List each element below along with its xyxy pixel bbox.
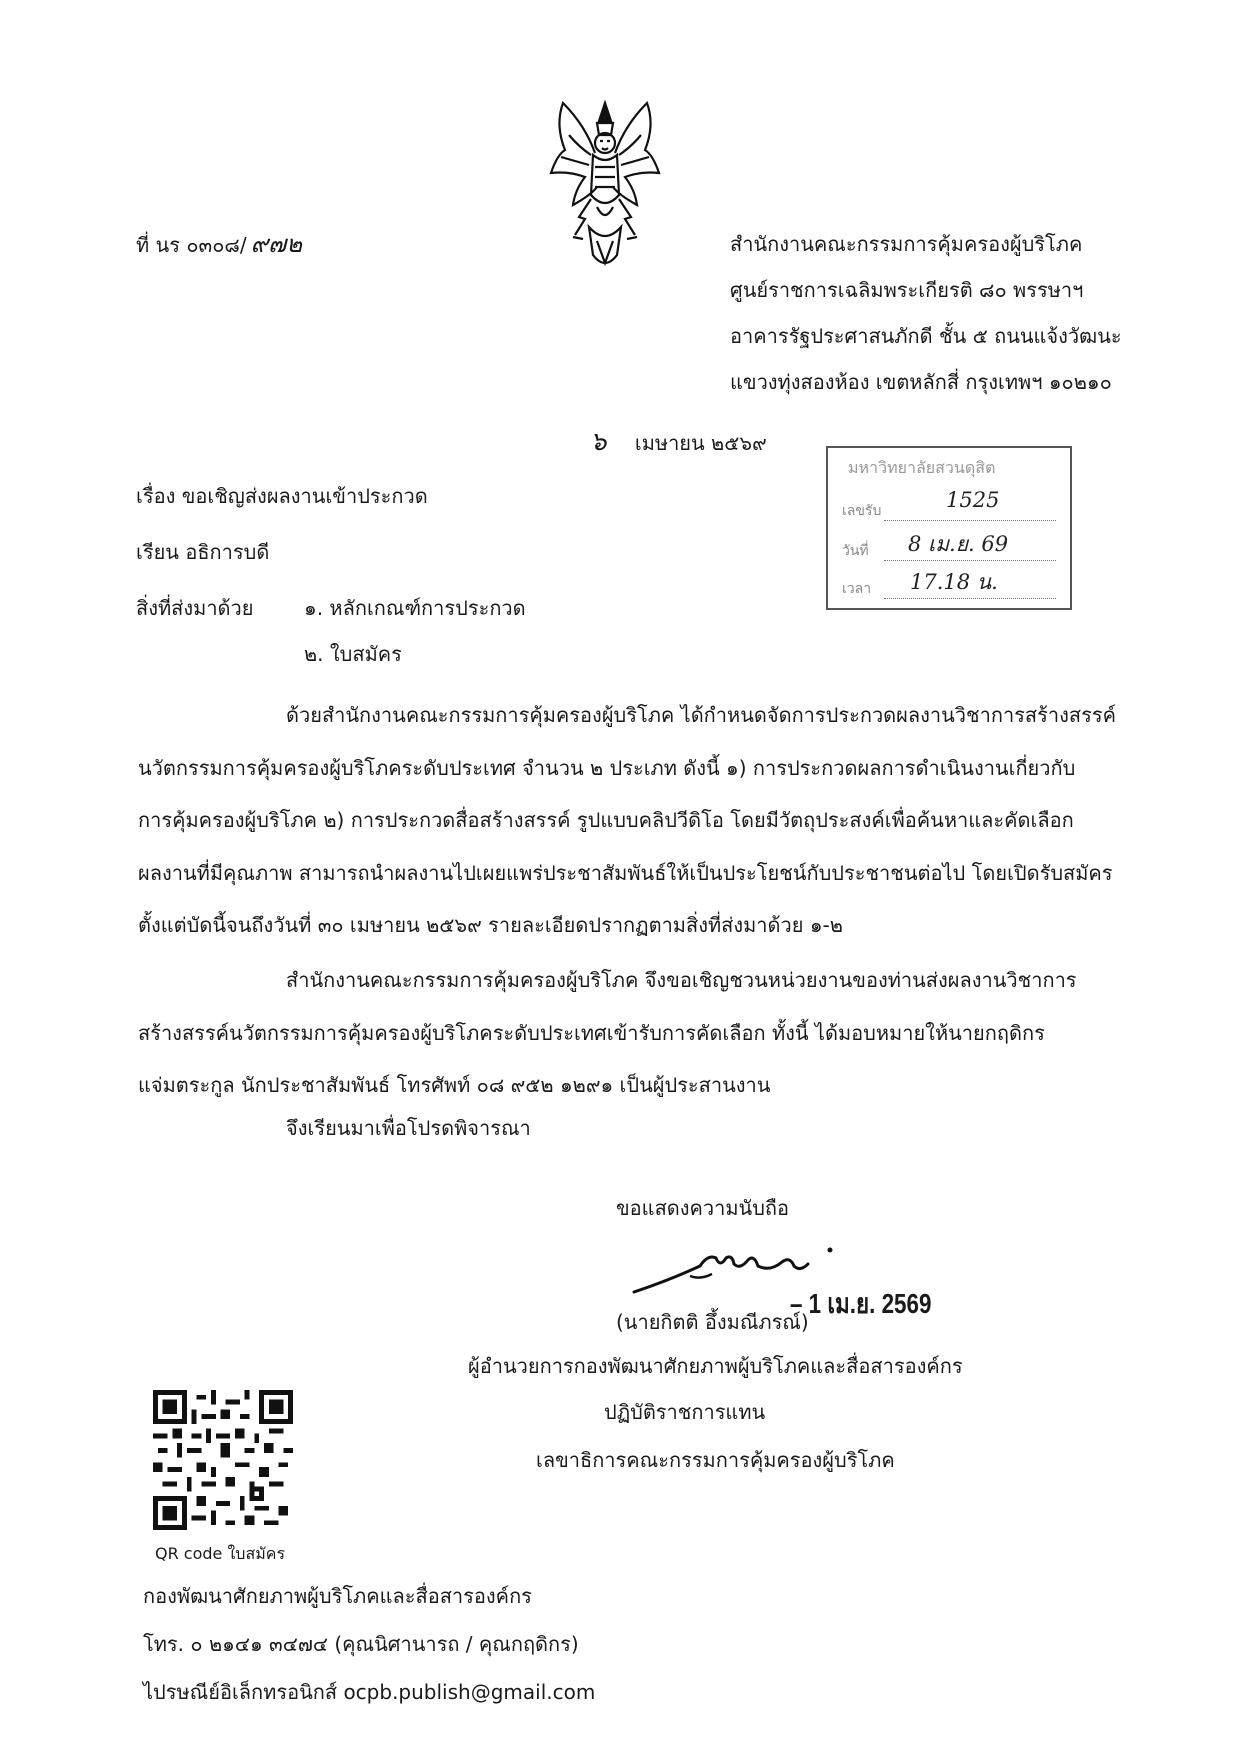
closing-request: จึงเรียนมาเพื่อโปรดพิจารณา xyxy=(286,1116,531,1140)
reference-number: ๙๗๒ xyxy=(250,230,303,258)
signed-date-stamp: – 1 เม.ย. 2569 xyxy=(790,1288,932,1319)
body-line: ผลงานที่มีคุณภาพ สามารถนำผลงานไปเผยแพร่ประชาสัมพันธ์ให้เป็นประโยชน์กับประชาชนต่อไป โดยเปิดรับสมัคร xyxy=(138,860,1113,885)
qr-code-icon[interactable] xyxy=(153,1390,293,1530)
signer-title: เลขาธิการคณะกรรมการคุ้มครองผู้บริโภค xyxy=(536,1448,895,1472)
sender-line: ศูนย์ราชการเฉลิมพระเกียรติ ๘๐ พรรษาฯ xyxy=(730,278,1084,302)
stamp-receipt-label: เลขรับ xyxy=(842,503,882,519)
contact-department: กองพัฒนาศักยภาพผู้บริโภคและสื่อสารองค์กร xyxy=(143,1584,532,1608)
contact-phone: โทร. ๐ ๒๑๔๑ ๓๔๗๔ (คุณนิศานารถ / คุณกฤดิกร) xyxy=(143,1632,579,1656)
closing-phrase: ขอแสดงความนับถือ xyxy=(616,1196,790,1220)
receipt-stamp xyxy=(826,446,1072,610)
contact-email[interactable]: ไปรษณีย์อิเล็กทรอนิกส์ ocpb.publish@gmail.com xyxy=(143,1680,596,1704)
enclosure-item: ๒. ใบสมัคร xyxy=(304,642,402,666)
enclosure-item: ๑. หลักเกณฑ์การประกวด xyxy=(304,596,526,620)
stamp-org: มหาวิทยาลัยสวนดุสิต xyxy=(848,458,996,477)
date-day: ๖ xyxy=(590,427,607,457)
letter-date xyxy=(590,428,767,457)
recipient-line: เรียน อธิการบดี xyxy=(136,540,270,564)
body-line: สร้างสรรค์นวัตกรรมการคุ้มครองผู้บริโภคระดับประเทศเข้ารับการคัดเลือก ทั้งนี้ ได้มอบหมายให้นายกฤดิกร xyxy=(138,1020,1045,1045)
signer-title: ปฏิบัติราชการแทน xyxy=(604,1400,766,1424)
sender-line: สำนักงานคณะกรรมการคุ้มครองผู้บริโภค xyxy=(730,232,1083,256)
date-month-year: เมษายน ๒๕๖๙ xyxy=(634,431,767,455)
body-paragraph-2 xyxy=(138,954,1123,1112)
body-line: แจ่มตระกูล นักประชาสัมพันธ์ โทรศัพท์ ๐๘ ๙๕๒ ๑๒๙๑ เป็นผู้ประสานงาน xyxy=(138,1073,771,1097)
stamp-time-label: เวลา xyxy=(842,581,872,597)
body-line: นวัตกรรมการคุ้มครองผู้บริโภคระดับประเทศ จำนวน ๒ ประเภท ดังนี้ ๑) การประกวดผลการดำเนินงานเกี่ยวกับ xyxy=(138,755,1076,780)
body-line: สำนักงานคณะกรรมการคุ้มครองผู้บริโภค จึงขอเชิญชวนหน่วยงานของท่านส่งผลงานวิชาการ xyxy=(286,968,1077,992)
stamp-date-value: 8 เม.ย. 69 xyxy=(908,532,1009,556)
enclosure-label: สิ่งที่ส่งมาด้วย xyxy=(136,596,254,620)
body-paragraph-1 xyxy=(138,689,1123,952)
body-line: การคุ้มครองผู้บริโภค ๒) การประกวดสื่อสร้างสรรค์ รูปแบบคลิปวีดิโอ โดยมีวัตถุประสงค์เพื่อค้นหาและคัดเลือก xyxy=(138,808,1074,832)
subject-line: เรื่อง ขอเชิญส่งผลงานเข้าประกวด xyxy=(136,484,428,508)
sender-line: แขวงทุ่งสองห้อง เขตหลักสี่ กรุงเทพฯ ๑๐๒๑๐ xyxy=(730,370,1112,394)
stamp-time-value: 17.18 น. xyxy=(910,570,998,594)
sender-line: อาคารรัฐประศาสนภักดี ชั้น ๕ ถนนแจ้งวัฒนะ xyxy=(730,324,1122,348)
stamp-date-label: วันที่ xyxy=(842,543,869,559)
stamp-receipt-no: 1525 xyxy=(946,488,1000,512)
garuda-emblem xyxy=(545,95,665,273)
body-line: ด้วยสำนักงานคณะกรรมการคุ้มครองผู้บริโภค ได้กำหนดจัดการประกวดผลงานวิชาการสร้างสรรค์ xyxy=(286,703,1116,727)
body-line: ตั้งแต่บัดนี้จนถึงวันที่ ๓๐ เมษายน ๒๕๖๙ รายละเอียดปรากฏตามสิ่งที่ส่งมาด้วย ๑-๒ xyxy=(138,913,843,937)
signer-title: ผู้อำนวยการกองพัฒนาศักยภาพผู้บริโภคและสื่อสารองค์กร xyxy=(468,1354,963,1378)
qr-caption: QR code ใบสมัคร xyxy=(155,1544,286,1563)
reference-label: ที่ นร ๐๓๐๘/ xyxy=(136,233,247,257)
signer-name: (นายกิตติ อึ้งมณีภรณ์) xyxy=(616,1310,809,1334)
